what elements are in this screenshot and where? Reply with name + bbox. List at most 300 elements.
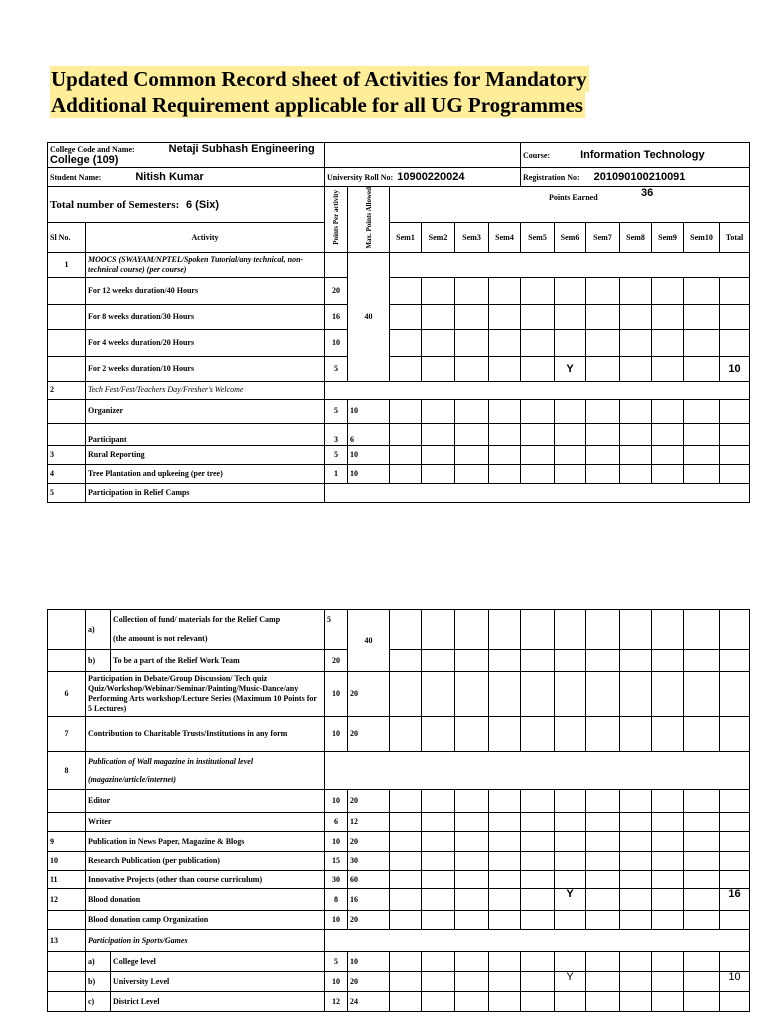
points-cell: 15 bbox=[325, 852, 348, 871]
sem-cell bbox=[390, 790, 422, 813]
table-row bbox=[48, 650, 750, 672]
activity-cell: Tree Plantation and upkeeing (per tree) bbox=[86, 464, 325, 483]
sem-cell bbox=[684, 972, 720, 992]
sem-cell bbox=[620, 445, 652, 464]
registration-label: Registration No: bbox=[523, 172, 580, 182]
total-cell bbox=[720, 832, 750, 852]
sem-cell bbox=[555, 464, 586, 483]
college-label: College Code and Name: bbox=[50, 145, 135, 154]
sem-cell bbox=[521, 464, 555, 483]
sem-cell bbox=[489, 610, 521, 650]
sem-cell bbox=[455, 952, 489, 972]
sem-cell bbox=[555, 871, 586, 889]
sem-cell bbox=[521, 790, 555, 813]
sem-cell bbox=[422, 952, 455, 972]
col-sem8-header: Sem8 bbox=[620, 223, 652, 252]
sem-cell bbox=[652, 813, 684, 832]
activity-cell: Research Publication (per publication) bbox=[86, 852, 325, 871]
sem-cell bbox=[521, 650, 555, 672]
sem-cell bbox=[586, 717, 620, 752]
sem-cell bbox=[455, 871, 489, 889]
sem-cell bbox=[555, 277, 586, 304]
sem6-mark: Y bbox=[555, 889, 586, 911]
sem-cell bbox=[620, 304, 652, 329]
sem-cell bbox=[455, 717, 489, 752]
empty-cell bbox=[325, 630, 348, 650]
max-points-cell: 16 bbox=[348, 889, 390, 911]
col-sem10-header: Sem10 bbox=[684, 223, 720, 252]
table-row bbox=[48, 610, 750, 630]
sem-cell bbox=[620, 356, 652, 381]
empty-cell bbox=[325, 752, 750, 790]
points-cell: 5 bbox=[325, 356, 348, 381]
total-cell bbox=[720, 399, 750, 423]
activity-cell: For 4 weeks duration/20 Hours bbox=[86, 329, 325, 356]
sem-cell bbox=[684, 399, 720, 423]
sem-cell bbox=[455, 992, 489, 1012]
sem-cell bbox=[489, 717, 521, 752]
student-label: Student Name: bbox=[50, 172, 102, 182]
activity-cell: MOOCS (SWAYAM/NPTEL/Spoken Tutorial/any technical, non-technical course) (per course) bbox=[86, 252, 325, 277]
sl-cell: 12 bbox=[48, 889, 86, 911]
sem-cell bbox=[684, 813, 720, 832]
sem-cell bbox=[620, 832, 652, 852]
points-cell: 12 bbox=[325, 992, 348, 1012]
sem-cell bbox=[422, 871, 455, 889]
sem-cell bbox=[489, 672, 521, 717]
sem-cell bbox=[555, 832, 586, 852]
sem-cell bbox=[455, 790, 489, 813]
sem-cell bbox=[390, 304, 422, 329]
sem-cell bbox=[652, 277, 684, 304]
sl-cell: 3 bbox=[48, 445, 86, 464]
col-sem6-header: Sem6 bbox=[555, 223, 586, 252]
sem-cell bbox=[620, 610, 652, 650]
activity-cell: University Level bbox=[111, 972, 325, 992]
sem-cell bbox=[390, 972, 422, 992]
sem-cell bbox=[555, 672, 586, 717]
sem-cell bbox=[390, 911, 422, 930]
activity-cell: Contribution to Charitable Trusts/Institutions in any form bbox=[86, 717, 325, 752]
sem-cell bbox=[521, 972, 555, 992]
total-cell bbox=[720, 717, 750, 752]
sem-cell bbox=[390, 423, 422, 445]
sl-cell: 5 bbox=[48, 483, 86, 502]
empty-cell bbox=[48, 790, 86, 813]
points-cell: 10 bbox=[325, 790, 348, 813]
sem-cell bbox=[684, 329, 720, 356]
sl-cell: 13 bbox=[48, 930, 86, 952]
sem-cell bbox=[620, 464, 652, 483]
sem-cell bbox=[521, 813, 555, 832]
max-points-cell: 10 bbox=[348, 399, 390, 423]
registration-cell bbox=[521, 168, 750, 187]
sem-cell bbox=[422, 717, 455, 752]
semesters-value: 6 (Six) bbox=[186, 198, 220, 211]
sem-cell bbox=[455, 399, 489, 423]
sem-cell bbox=[489, 911, 521, 930]
sem-cell bbox=[455, 445, 489, 464]
sem-cell bbox=[586, 329, 620, 356]
sem-cell bbox=[422, 464, 455, 483]
max-points-cell: 6 bbox=[348, 423, 390, 445]
total-value: 16 bbox=[720, 889, 750, 911]
total-value: 10 bbox=[720, 972, 750, 992]
sem-cell bbox=[489, 972, 521, 992]
sem-cell bbox=[586, 423, 620, 445]
sem-cell bbox=[555, 911, 586, 930]
sem-cell bbox=[620, 717, 652, 752]
sem-cell bbox=[521, 871, 555, 889]
college-value: Netaji Subhash Engineering College (109) bbox=[50, 143, 315, 166]
points-earned-cell bbox=[390, 187, 750, 223]
title-line-1: Updated Common Record sheet of Activities for Mandatory bbox=[51, 67, 587, 91]
sem-cell bbox=[652, 399, 684, 423]
table-row bbox=[48, 445, 750, 464]
sem-cell bbox=[390, 717, 422, 752]
points-cell: 16 bbox=[325, 304, 348, 329]
activity-title: Publication of Wall magazine in institutional level bbox=[88, 756, 254, 766]
table-row bbox=[48, 790, 750, 813]
sem-cell bbox=[620, 992, 652, 1012]
sem-cell bbox=[521, 992, 555, 1012]
sem-cell bbox=[620, 889, 652, 911]
max-points-cell: 10 bbox=[348, 445, 390, 464]
points-cell: 8 bbox=[325, 889, 348, 911]
sem-cell bbox=[555, 717, 586, 752]
sem-cell bbox=[422, 399, 455, 423]
sem-cell bbox=[684, 610, 720, 650]
points-per-activity-header bbox=[325, 187, 348, 253]
sem-cell bbox=[586, 952, 620, 972]
max-points-cell: 60 bbox=[348, 871, 390, 889]
sem-cell bbox=[586, 672, 620, 717]
sem-cell bbox=[390, 952, 422, 972]
total-cell bbox=[720, 610, 750, 650]
empty-cell bbox=[48, 992, 86, 1012]
sem-cell bbox=[586, 889, 620, 911]
sem-cell bbox=[390, 356, 422, 381]
sem-cell bbox=[620, 852, 652, 871]
total-cell bbox=[720, 329, 750, 356]
max-points-label: Max. Points Allowed bbox=[364, 187, 373, 249]
sem-cell bbox=[422, 832, 455, 852]
table-row bbox=[48, 277, 750, 304]
points-cell: 1 bbox=[325, 464, 348, 483]
sem-cell bbox=[455, 329, 489, 356]
max-points-cell: 20 bbox=[348, 672, 390, 717]
activity-cell: Blood donation camp Organization bbox=[86, 911, 325, 930]
sem-cell bbox=[489, 952, 521, 972]
empty-cell bbox=[48, 650, 86, 672]
sem-cell bbox=[390, 610, 422, 650]
sem-cell bbox=[521, 672, 555, 717]
sem-cell bbox=[586, 813, 620, 832]
sem-cell bbox=[489, 813, 521, 832]
table-row bbox=[48, 381, 750, 399]
course-cell bbox=[521, 143, 750, 168]
sem6-mark: Y bbox=[555, 972, 586, 992]
points-earned-label: Points Earned bbox=[549, 193, 598, 202]
empty-cell bbox=[325, 930, 750, 952]
sem-cell bbox=[521, 356, 555, 381]
item-mark-cell: b) bbox=[86, 972, 111, 992]
points-cell: 10 bbox=[325, 972, 348, 992]
table-row bbox=[48, 930, 750, 952]
sem-cell bbox=[489, 852, 521, 871]
sem-cell bbox=[652, 423, 684, 445]
sem-cell bbox=[684, 277, 720, 304]
activity-cell: Participation in Sports/Games bbox=[86, 930, 325, 952]
points-earned-value: 36 bbox=[641, 187, 654, 199]
activity-cell: Editor bbox=[86, 790, 325, 813]
sem-cell bbox=[521, 911, 555, 930]
sem-cell bbox=[390, 871, 422, 889]
sem-cell bbox=[586, 992, 620, 1012]
sem-cell bbox=[455, 610, 489, 650]
col-activity-header: Activity bbox=[86, 223, 325, 252]
header-row-student bbox=[48, 168, 750, 187]
sem-cell bbox=[684, 832, 720, 852]
sem-cell bbox=[422, 889, 455, 911]
sem-cell bbox=[586, 871, 620, 889]
total-cell bbox=[720, 650, 750, 672]
col-sem9-header: Sem9 bbox=[652, 223, 684, 252]
sem-cell bbox=[455, 464, 489, 483]
sem-cell bbox=[684, 852, 720, 871]
sem-cell bbox=[390, 832, 422, 852]
sem-cell bbox=[390, 650, 422, 672]
total-cell bbox=[720, 813, 750, 832]
column-header-row bbox=[48, 223, 750, 252]
activity-cell: For 8 weeks duration/30 Hours bbox=[86, 304, 325, 329]
table-row bbox=[48, 304, 750, 329]
sem-cell bbox=[489, 650, 521, 672]
activity-cell: Writer bbox=[86, 813, 325, 832]
sem-cell bbox=[620, 423, 652, 445]
sem-cell bbox=[620, 277, 652, 304]
points-per-activity-label: Points Per activity bbox=[332, 190, 340, 246]
header-row-semesters bbox=[48, 187, 750, 223]
sem-cell bbox=[455, 911, 489, 930]
sem-cell bbox=[652, 329, 684, 356]
sem-cell bbox=[422, 356, 455, 381]
record-table-part-2 bbox=[47, 609, 750, 1012]
sem-cell bbox=[652, 672, 684, 717]
max-points-cell: 10 bbox=[348, 464, 390, 483]
sem-cell bbox=[489, 277, 521, 304]
sem-cell bbox=[620, 871, 652, 889]
sem-cell bbox=[652, 832, 684, 852]
table-row bbox=[48, 852, 750, 871]
total-value: 10 bbox=[720, 356, 750, 381]
sem-cell bbox=[684, 304, 720, 329]
record-table-part-1 bbox=[47, 142, 750, 503]
sem-cell bbox=[555, 610, 586, 650]
sem-cell bbox=[620, 972, 652, 992]
sem-cell bbox=[555, 813, 586, 832]
sem-cell bbox=[489, 992, 521, 1012]
sem-cell bbox=[390, 852, 422, 871]
sem-cell bbox=[422, 610, 455, 650]
sl-cell: 4 bbox=[48, 464, 86, 483]
sem-cell bbox=[521, 852, 555, 871]
sem-cell bbox=[455, 277, 489, 304]
table-row bbox=[48, 952, 750, 972]
sem-cell bbox=[422, 329, 455, 356]
table-row bbox=[48, 972, 750, 992]
sem-cell bbox=[489, 399, 521, 423]
sem-cell bbox=[489, 304, 521, 329]
activity-cell: Publication in News Paper, Magazine & Blogs bbox=[86, 832, 325, 852]
table-row bbox=[48, 717, 750, 752]
sem-cell bbox=[620, 911, 652, 930]
sem-cell bbox=[586, 972, 620, 992]
sem-cell bbox=[555, 952, 586, 972]
activity-cell: Tech Fest/Fest/Teachers Day/Fresher's Welcome bbox=[86, 381, 325, 399]
sem-cell bbox=[555, 992, 586, 1012]
sem-cell bbox=[455, 650, 489, 672]
sem-cell bbox=[586, 610, 620, 650]
total-cell bbox=[720, 852, 750, 871]
sem-cell bbox=[489, 790, 521, 813]
sem-cell bbox=[555, 399, 586, 423]
empty-cell bbox=[325, 252, 348, 277]
sem-cell bbox=[684, 889, 720, 911]
sem-cell bbox=[620, 672, 652, 717]
max-points-cell: 20 bbox=[348, 717, 390, 752]
sl-cell: 9 bbox=[48, 832, 86, 852]
sem-cell bbox=[422, 790, 455, 813]
table-row bbox=[48, 464, 750, 483]
sem-cell bbox=[455, 889, 489, 911]
col-sem1-header: Sem1 bbox=[390, 223, 422, 252]
sem-cell bbox=[586, 650, 620, 672]
points-cell: 20 bbox=[325, 277, 348, 304]
table-row bbox=[48, 813, 750, 832]
roll-value: 10900220024 bbox=[397, 170, 465, 183]
sem-cell bbox=[652, 992, 684, 1012]
col-sem7-header: Sem7 bbox=[586, 223, 620, 252]
sem-cell bbox=[586, 790, 620, 813]
points-cell: 10 bbox=[325, 672, 348, 717]
sl-cell: 6 bbox=[48, 672, 86, 717]
points-cell: 6 bbox=[325, 813, 348, 832]
activity-cell: College level bbox=[111, 952, 325, 972]
col-total-header: Total bbox=[720, 223, 750, 252]
points-cell: 10 bbox=[325, 717, 348, 752]
sem-cell bbox=[684, 356, 720, 381]
sem-cell bbox=[489, 356, 521, 381]
empty-cell bbox=[325, 483, 750, 502]
sem-cell bbox=[422, 445, 455, 464]
sem-cell bbox=[586, 445, 620, 464]
sem-cell bbox=[422, 304, 455, 329]
sem-cell bbox=[586, 277, 620, 304]
activity-cell bbox=[86, 752, 325, 790]
table-row bbox=[48, 871, 750, 889]
sem-cell bbox=[684, 445, 720, 464]
points-cell: 3 bbox=[325, 423, 348, 445]
max-points-cell: 40 bbox=[348, 610, 390, 672]
sem-cell bbox=[390, 445, 422, 464]
points-cell: 5 bbox=[325, 399, 348, 423]
sem-cell bbox=[390, 889, 422, 911]
total-cell bbox=[720, 464, 750, 483]
points-cell: 20 bbox=[325, 650, 348, 672]
college-cell bbox=[48, 143, 325, 168]
col-sem3-header: Sem3 bbox=[455, 223, 489, 252]
max-points-cell: 20 bbox=[348, 790, 390, 813]
empty-cell bbox=[48, 329, 86, 356]
total-cell bbox=[720, 871, 750, 889]
sem-cell bbox=[652, 871, 684, 889]
sem-cell bbox=[390, 992, 422, 1012]
max-points-cell: 24 bbox=[348, 992, 390, 1012]
sem-cell bbox=[489, 464, 521, 483]
col-sem5-header: Sem5 bbox=[521, 223, 555, 252]
points-cell: 10 bbox=[325, 329, 348, 356]
table-row bbox=[48, 252, 750, 277]
empty-cell bbox=[48, 610, 86, 650]
sem-cell bbox=[422, 813, 455, 832]
sem-cell bbox=[455, 852, 489, 871]
sem-cell bbox=[521, 610, 555, 650]
sem-cell bbox=[521, 423, 555, 445]
sem-cell bbox=[586, 304, 620, 329]
sem-cell bbox=[521, 329, 555, 356]
points-cell: 5 bbox=[325, 952, 348, 972]
table-row bbox=[48, 483, 750, 502]
sl-cell: 7 bbox=[48, 717, 86, 752]
sem-cell bbox=[455, 832, 489, 852]
sem-cell bbox=[684, 717, 720, 752]
sem-cell bbox=[422, 911, 455, 930]
sem-cell bbox=[422, 852, 455, 871]
course-value: Information Technology bbox=[580, 148, 705, 161]
sem-cell bbox=[684, 464, 720, 483]
sem-cell bbox=[555, 790, 586, 813]
sl-cell: 1 bbox=[48, 252, 86, 277]
empty-cell bbox=[48, 952, 86, 972]
table-row bbox=[48, 329, 750, 356]
sem-cell bbox=[652, 445, 684, 464]
sem-cell bbox=[684, 952, 720, 972]
empty-cell bbox=[390, 252, 750, 277]
sem-cell bbox=[620, 399, 652, 423]
activity-note: (magazine/article/internet) bbox=[88, 774, 176, 784]
sem-cell bbox=[555, 650, 586, 672]
sem-cell bbox=[422, 423, 455, 445]
table-row bbox=[48, 672, 750, 717]
student-value: Nitish Kumar bbox=[135, 170, 204, 183]
sem-cell bbox=[652, 911, 684, 930]
max-points-cell: 10 bbox=[348, 952, 390, 972]
empty-cell bbox=[48, 813, 86, 832]
sem-cell bbox=[422, 672, 455, 717]
sem-cell bbox=[422, 992, 455, 1012]
sem-cell bbox=[521, 889, 555, 911]
col-sl-header: Sl No. bbox=[48, 223, 86, 252]
header-row-college bbox=[48, 143, 750, 168]
sem-cell bbox=[489, 832, 521, 852]
sem-cell bbox=[455, 972, 489, 992]
sem-cell bbox=[555, 304, 586, 329]
sem-cell bbox=[521, 277, 555, 304]
activity-cell: Rural Reporting bbox=[86, 445, 325, 464]
empty-cell bbox=[325, 381, 750, 399]
table-row bbox=[48, 399, 750, 423]
